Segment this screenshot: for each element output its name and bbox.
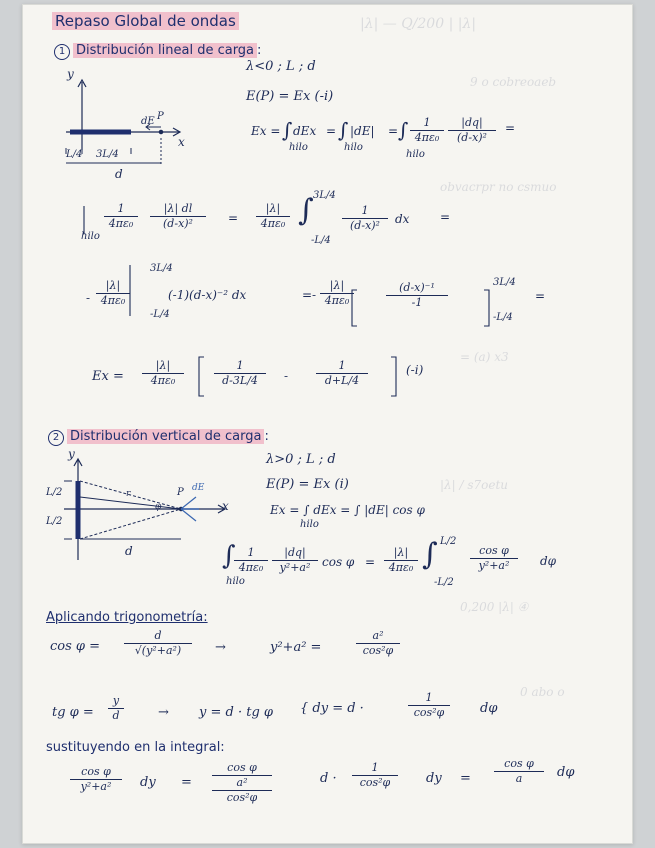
s2-ex-line: Ex = ∫ dEx = ∫ |dE| cos φ xyxy=(270,503,425,517)
s1-row3-eq: = xyxy=(302,288,313,302)
trig-sq-lhs: y²+a² = xyxy=(270,640,322,655)
s2-lower: -L/2 xyxy=(434,577,454,588)
s1-row2-dx: dx xyxy=(395,212,410,226)
s1-x-axis-label: x xyxy=(178,135,185,149)
trig-dy-frac: 1 cos²φ xyxy=(408,692,450,719)
s1-int3-sub: hilo xyxy=(406,149,425,160)
s1-eq1: = xyxy=(326,124,337,138)
s1-int1-integrand: dEx xyxy=(293,124,317,138)
s1-row2-frac2: |λ| dl (d-x)² xyxy=(150,203,206,230)
s1-dE-label: dE xyxy=(141,116,155,127)
s2-frac-1-4pe: 1 4πε₀ xyxy=(234,547,268,574)
s1-frac-dq: |dq| (d-x)² xyxy=(448,117,496,144)
s1-final-minus: - xyxy=(284,369,289,383)
trig-dy-eq: { dy = d · xyxy=(300,701,364,716)
s1-row3-upper: 3L/4 xyxy=(150,263,173,274)
s1-row3-bracket-frac: (d-x)⁻¹ -1 xyxy=(386,282,448,309)
s1-row3-eq2: = xyxy=(535,289,546,303)
s1-int2-integrand: |dE| xyxy=(350,124,375,138)
s1-int1-sub: hilo xyxy=(289,142,308,153)
s1-final-frac1: |λ| 4πε₀ xyxy=(142,360,184,387)
trig-cos-frac: d √(y²+a²) xyxy=(124,630,192,657)
page-title: Repaso Global de ondas xyxy=(52,14,239,29)
sub-eq2: = xyxy=(460,771,471,786)
s1-row2-upper: 3L/4 xyxy=(313,190,336,201)
s2-int-left: ∫ xyxy=(222,541,236,571)
s1-final-term1: 1 d-3L/4 xyxy=(214,360,266,387)
bleed-through-text: 0 abo o xyxy=(520,685,565,699)
sub-times-d: d · xyxy=(320,771,337,786)
s1-frac-1-4pe: 1 4πε₀ xyxy=(410,117,444,144)
sub-dphi: dφ xyxy=(557,765,575,780)
s1-row2-eq2: = xyxy=(440,210,451,224)
trig-cos-lhs: cos φ = xyxy=(50,639,101,654)
s2-cos-phi: cos φ xyxy=(322,555,355,569)
sub-dy: dy xyxy=(140,775,156,790)
bleed-through-text: 9 o cobreoaeb xyxy=(470,75,557,89)
s1-row3-lower: -L/4 xyxy=(150,309,170,320)
s2-dphi: dφ xyxy=(540,554,557,568)
s1-final-dir: (-i) xyxy=(406,363,424,377)
s1-row2-eq: = xyxy=(228,211,239,225)
s2-field-eq: E(P) = Ex (i) xyxy=(266,477,349,492)
s1-row3-minus: - xyxy=(86,291,91,305)
s1-row3-minus2: - xyxy=(312,288,317,302)
s2-int-right: ∫ xyxy=(422,537,438,572)
s1-row2-frac1: 1 4πε₀ xyxy=(104,203,138,230)
trig-sq-frac: a² cos²φ xyxy=(356,630,400,657)
s2-frac-dq: |dq| y²+a² xyxy=(272,547,318,574)
bleed-through-text: 0,200 |λ| ④ xyxy=(460,600,529,614)
s2-x-axis-label: x xyxy=(222,499,229,513)
s2-eq: = xyxy=(365,555,376,569)
s1-row2-frac4: 1 (d-x)² xyxy=(342,205,388,232)
sub-dy2: dy xyxy=(426,771,442,786)
s2-phi-label: φ xyxy=(155,502,162,512)
s2-hilo-sub: hilo xyxy=(226,576,245,587)
s1-row2-lower: -L/4 xyxy=(311,235,331,246)
s1-y-axis-label: y xyxy=(67,67,74,81)
section2-number: 2 xyxy=(48,430,64,446)
s1-eq2: = xyxy=(388,124,399,138)
trig-tg-frac: y d xyxy=(108,695,124,722)
trig-tg-lhs: tg φ = xyxy=(52,705,94,720)
trig-dy-tail: dφ xyxy=(480,701,498,716)
s1-row2-int: ∫ xyxy=(298,193,314,228)
trig-arrow1: → xyxy=(215,640,226,655)
trig-heading: Aplicando trigonometría: xyxy=(46,610,208,625)
s2-half-top: L/2 xyxy=(46,487,63,498)
s1-row3-b-upper: 3L/4 xyxy=(493,277,516,288)
s2-frac-cos: cos φ y²+a² xyxy=(470,545,518,572)
s2-dE-label: dE xyxy=(192,483,205,493)
sub-rec-frac: 1 cos²φ xyxy=(352,762,398,789)
bleed-through-text: |λ| — Q/200 | |λ| xyxy=(360,16,477,32)
section1-number: 1 xyxy=(54,44,70,60)
s2-y-axis-label: y xyxy=(68,447,75,461)
s1-row3-b-lower: -L/4 xyxy=(493,312,513,323)
s2-half-bottom: L/2 xyxy=(46,516,63,527)
s1-row3-expr: (-1)(d-x)⁻² dx xyxy=(168,288,247,302)
s1-int2: ∫ xyxy=(338,118,349,142)
s1-ex-lhs: Ex = xyxy=(251,124,281,138)
diagram-vertical-charge xyxy=(64,459,225,560)
diagram-horizontal-charge xyxy=(66,80,180,166)
s1-point-label: P xyxy=(157,111,164,122)
s1-params: λ<0 ; L ; d xyxy=(246,59,316,74)
s1-row3-frac1: |λ| 4πε₀ xyxy=(96,280,130,307)
s1-row3-frac2: |λ| 4πε₀ xyxy=(320,280,354,307)
s2-point-label: P xyxy=(177,487,184,498)
s1-int1: ∫ xyxy=(282,118,293,142)
trig-arrow2: → xyxy=(158,705,169,720)
s2-params: λ>0 ; L ; d xyxy=(266,452,336,467)
s1-seg-3L4: 3L/4 xyxy=(96,149,119,160)
s2-ex-line-sub: hilo xyxy=(300,519,319,530)
s1-int3: ∫ xyxy=(398,118,409,142)
s1-field-eq: E(P) = Ex (-i) xyxy=(246,89,334,104)
section2-heading: 2 Distribución vertical de carga : xyxy=(48,430,269,446)
s1-eq3: = xyxy=(505,121,516,135)
sub-mid-frac: cos φ a² cos²φ xyxy=(212,762,272,804)
s1-seg-L4: L/4 xyxy=(66,149,83,160)
s2-frac-lambda: |λ| 4πε₀ xyxy=(384,547,418,574)
sub-eq1: = xyxy=(181,775,192,790)
s1-d-label: d xyxy=(115,167,123,181)
s1-row2-sub: hilo xyxy=(81,231,100,242)
sub-res-frac: cos φ a xyxy=(494,758,544,785)
bleed-through-text: obvacrpr no csmuo xyxy=(440,180,557,194)
s2-upper: L/2 xyxy=(440,536,457,547)
s1-final-lhs: Ex = xyxy=(92,369,124,384)
s1-final-term2: 1 d+L/4 xyxy=(316,360,368,387)
s2-d-label: d xyxy=(125,544,133,558)
section1-heading: 1 Distribución lineal de carga : xyxy=(54,44,261,60)
bleed-through-text: |λ| / s7oetu xyxy=(440,478,509,492)
s2-r-label: r xyxy=(126,489,131,499)
s1-int2-sub: hilo xyxy=(344,142,363,153)
s1-row2-frac3: |λ| 4πε₀ xyxy=(256,203,290,230)
sub-lhs-frac: cos φ y²+a² xyxy=(70,766,122,793)
substitution-heading: sustituyendo en la integral: xyxy=(46,740,225,755)
trig-y-eq: y = d · tg φ xyxy=(199,705,274,720)
bleed-through-text: = (a) x3 xyxy=(460,350,509,364)
